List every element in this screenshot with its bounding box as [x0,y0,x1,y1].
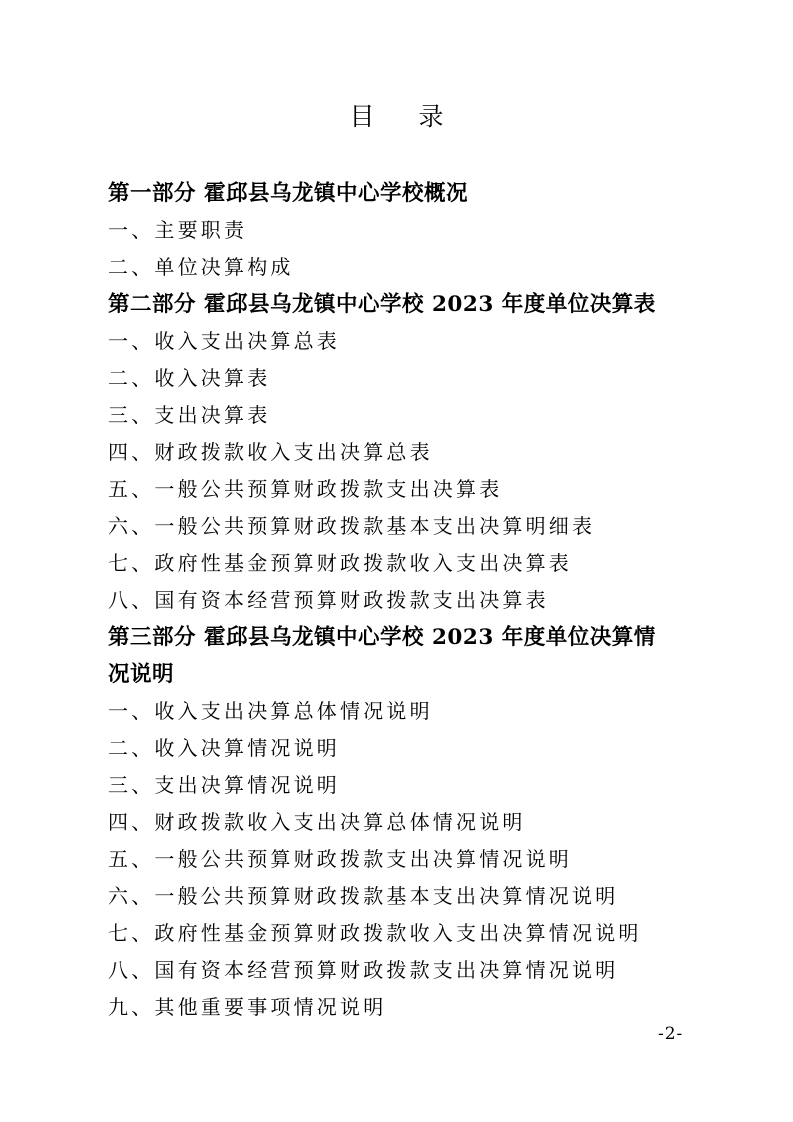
toc-item: 六、一般公共预算财政拨款基本支出决算情况说明 [108,884,619,908]
toc-item: 二、收入决算表 [108,366,271,390]
toc-item: 五、一般公共预算财政拨款支出决算表 [108,477,503,501]
toc-item: 三、支出决算表 [108,403,271,427]
toc-item: 二、单位决算构成 [108,255,294,279]
toc-item: 八、国有资本经营预算财政拨款支出决算表 [108,588,549,612]
table-of-contents [108,175,708,1026]
toc-item: 一、主要职责 [108,218,248,242]
toc-part-heading: 第二部分 霍邱县乌龙镇中心学校 2023 年度单位决算表 [108,292,656,317]
toc-part-heading-continued: 况说明 [108,662,175,687]
toc-item: 九、其他重要事项情况说明 [108,995,387,1019]
toc-item: 六、一般公共预算财政拨款基本支出决算明细表 [108,514,596,538]
toc-item: 二、收入决算情况说明 [108,736,340,760]
toc-item: 七、政府性基金预算财政拨款收入支出决算表 [108,551,572,575]
toc-item: 四、财政拨款收入支出决算总表 [108,440,433,464]
toc-part-heading: 第一部分 霍邱县乌龙镇中心学校概况 [108,181,468,206]
toc-item: 五、一般公共预算财政拨款支出决算情况说明 [108,847,572,871]
page-number: -2- [658,1024,684,1044]
toc-item: 四、财政拨款收入支出决算总体情况说明 [108,810,526,834]
toc-item: 七、政府性基金预算财政拨款收入支出决算情况说明 [108,921,642,945]
toc-item: 三、支出决算情况说明 [108,773,340,797]
toc-item: 八、国有资本经营预算财政拨款支出决算情况说明 [108,958,619,982]
toc-item: 一、收入支出决算总表 [108,329,340,353]
page-title: 目 录 [349,102,462,131]
toc-part-heading: 第三部分 霍邱县乌龙镇中心学校 2023 年度单位决算情 [108,625,656,650]
toc-item: 一、收入支出决算总体情况说明 [108,699,433,723]
